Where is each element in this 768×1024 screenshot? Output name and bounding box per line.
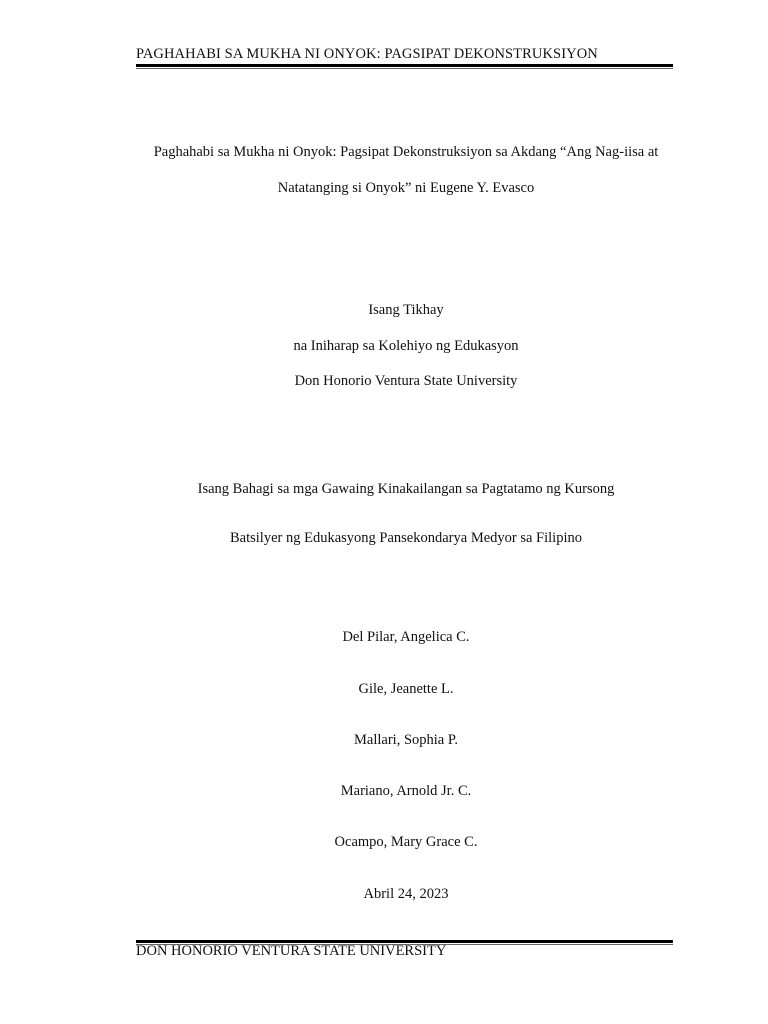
running-title: PAGHAHABI SA MUKHA NI ONYOK: PAGSIPAT DEKONSTRUKSIYON (136, 46, 598, 62)
header-rule (136, 64, 673, 67)
requirement-line-1: Isang Bahagi sa mga Gawaing Kinakailangan sa Pagtatamo ng Kursong (197, 481, 615, 497)
title-line-2: Natatanging si Onyok” ni Eugene Y. Evasco (277, 180, 535, 196)
submission-line-1: Isang Tikhay (368, 302, 444, 318)
submission-date: Abril 24, 2023 (363, 886, 449, 902)
footer-institution: DON HONORIO VENTURA STATE UNIVERSITY (136, 943, 447, 959)
requirement-line-2: Batsilyer ng Edukasyong Pansekondarya Medyor sa Filipino (230, 530, 582, 546)
author-name: Gile, Jeanette L. (358, 681, 454, 697)
submission-line-2: na Iniharap sa Kolehiyo ng Edukasyon (293, 338, 519, 354)
submission-line-3: Don Honorio Ventura State University (294, 373, 518, 389)
author-name: Mariano, Arnold Jr. C. (340, 783, 472, 799)
header-rule-thin (136, 68, 673, 69)
author-name: Mallari, Sophia P. (354, 732, 458, 748)
author-name: Ocampo, Mary Grace C. (334, 834, 478, 850)
title-line-1: Paghahabi sa Mukha ni Onyok: Pagsipat Dekonstruksiyon sa Akdang “Ang Nag-iisa at (153, 144, 659, 160)
author-name: Del Pilar, Angelica C. (342, 629, 470, 645)
